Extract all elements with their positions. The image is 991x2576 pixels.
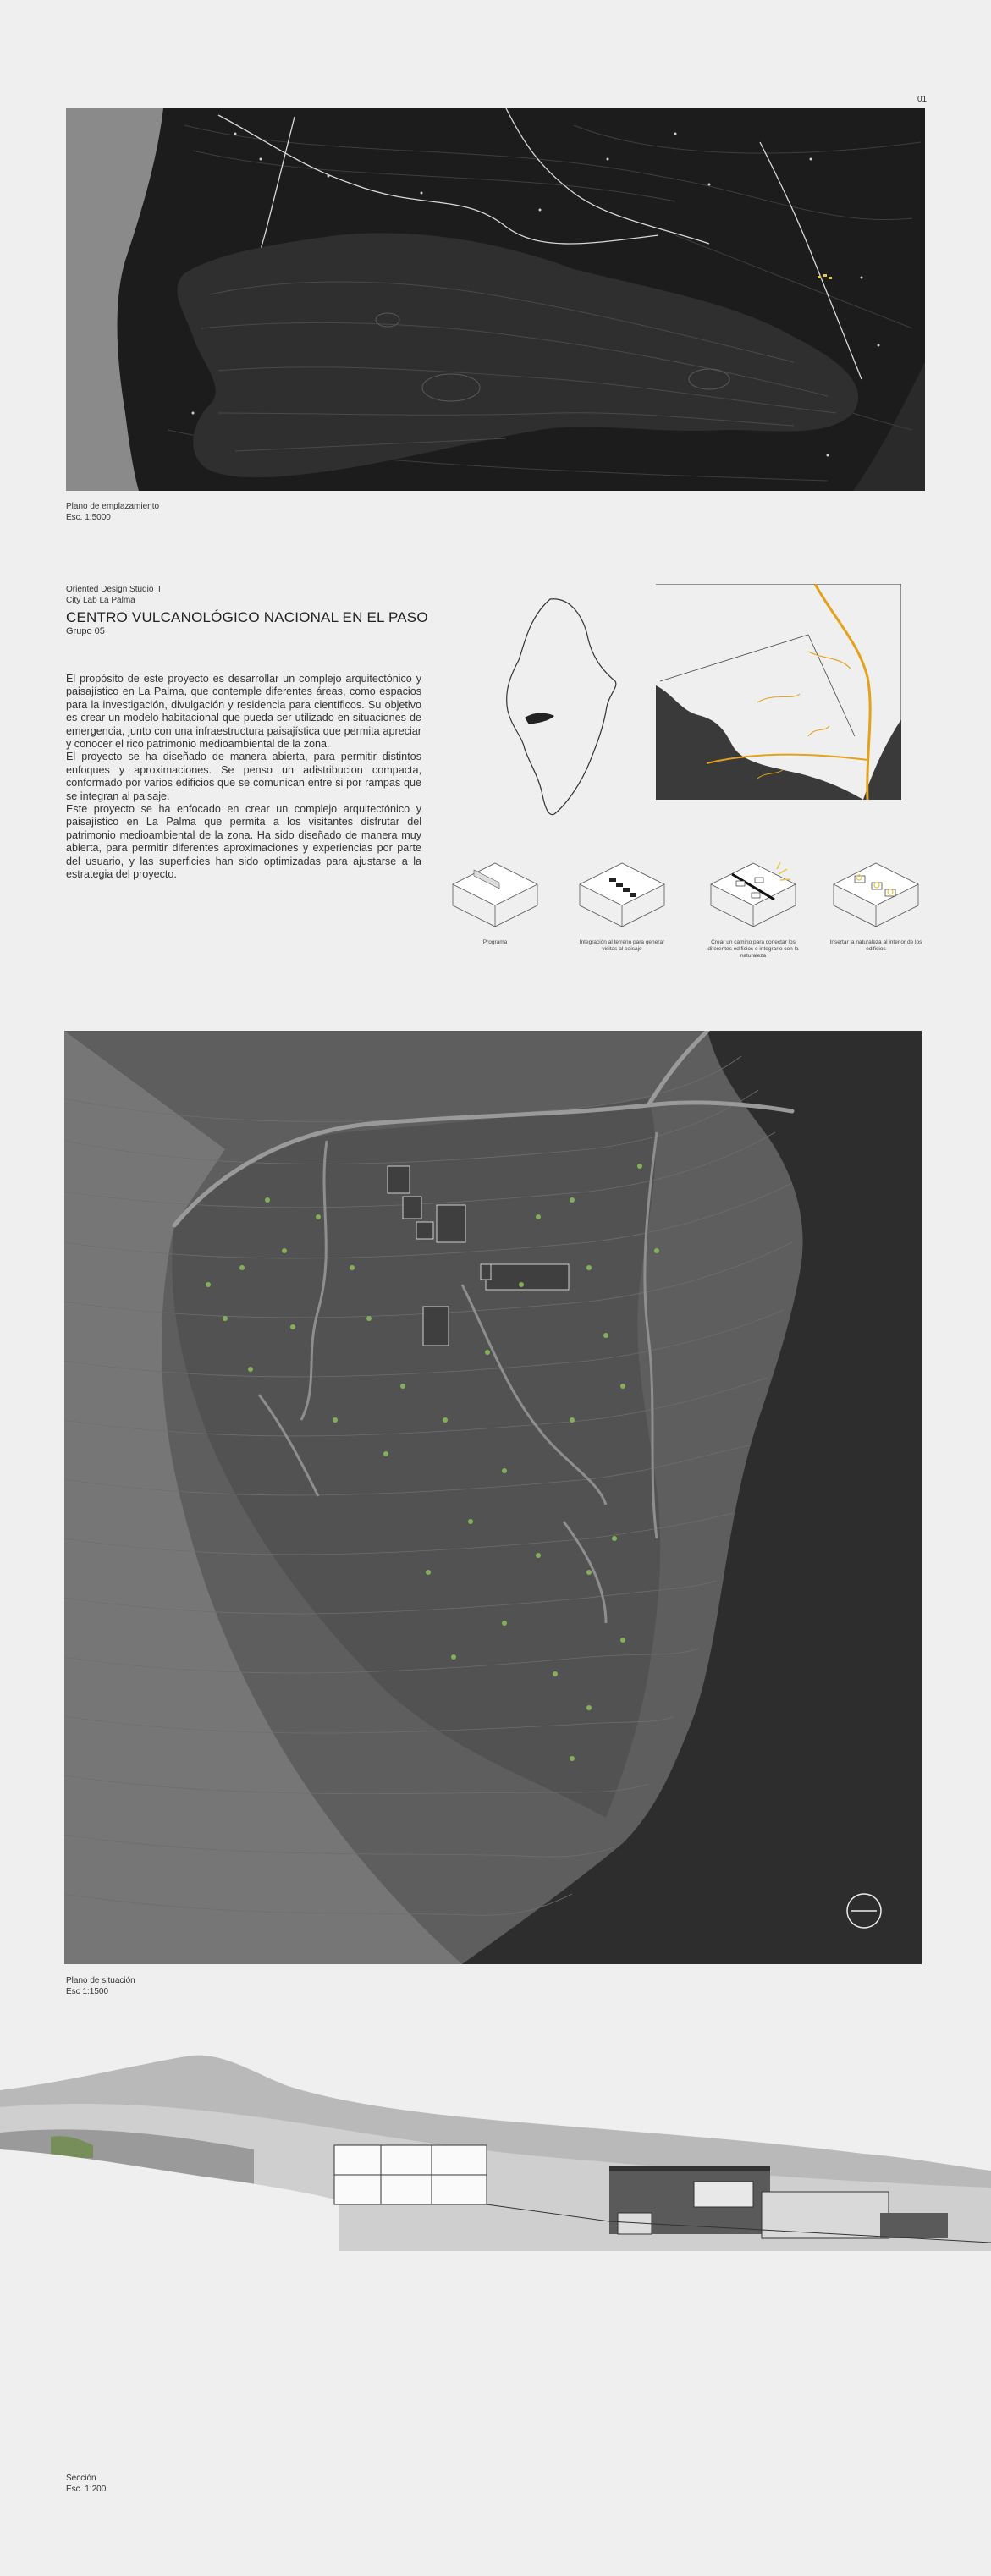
situation-plan-map [64, 1031, 922, 1964]
diagram-label: Insertar la naturaleza al interior de los edificios [829, 939, 922, 952]
strategy-diagrams [449, 859, 922, 960]
group-name: Grupo 05 [66, 626, 105, 636]
site-plan-caption-scale: Esc. 1:5000 [66, 513, 111, 522]
site-plan-caption-title: Plano de emplazamiento [66, 502, 160, 511]
project-description [66, 673, 421, 882]
diagram-label: Crear un camino para conectar los diferentes edificios e integrarlo con la naturaleza [707, 939, 799, 959]
lab-name: City Lab La Palma [66, 596, 135, 605]
diagram-terrain [575, 859, 669, 953]
project-header [66, 584, 472, 636]
diagram-nature [829, 859, 922, 953]
diagram-program [449, 859, 542, 946]
site-plan-caption [66, 501, 159, 523]
project-title: CENTRO VULCANOLÓGICO NACIONAL EN EL PASO [66, 609, 428, 625]
diagram-label: Integración al terreno para generar visitas al paisaje [579, 939, 665, 952]
situation-plan-caption-scale: Esc 1:1500 [66, 1987, 109, 1996]
site-plan-map [66, 108, 925, 491]
island-location-map [495, 592, 622, 821]
studio-name: Oriented Design Studio II [66, 585, 161, 594]
diagram-path [702, 859, 804, 960]
situation-plan-caption-title: Plano de situación [66, 1976, 135, 1985]
description-paragraph: El proyecto se ha diseñado de manera abierta, para permitir distintos enfoques y aproximaciones. Se penso un adistribucion compacta, conformado por varios edificios que se comunican entre si por rampas que se integran al paisaje. [66, 751, 421, 802]
description-paragraph: Este proyecto se ha enfocado en crear un complejo arquitectónico y paisajístico en La Palma que permita a los visitantes disfrutar del patrimonio medioambiental de la zona. Ha sido diseñado de manera muy abierta, para permitir diferentes aproximaciones y experiencias por parte del usuario, y las superficies han sido optimizadas para ajustarse a la estrategia del proyecto. [66, 803, 421, 881]
page-number: 01 [917, 95, 928, 104]
situation-plan-caption [66, 1975, 135, 1997]
section-drawing [0, 2039, 991, 2251]
section-caption [66, 2473, 106, 2495]
context-map [656, 584, 901, 800]
section-caption-scale: Esc. 1:200 [66, 2485, 107, 2494]
section-caption-title: Sección [66, 2474, 96, 2483]
description-paragraph: El propósito de este proyecto es desarrollar un complejo arquitectónico y paisajístico en La Palma, que contemple diferentes áreas, como espacios para la investigación, divulgación y residencia para científicos. Su objetivo es crear un modelo habitacional que pueda ser utilizado en situaciones de emergencia, junto con una infraestructura paisajística que permita apreciar y conocer el rico patrimonio medioambiental de la zona. [66, 673, 421, 751]
diagram-label: Programa [482, 939, 508, 945]
